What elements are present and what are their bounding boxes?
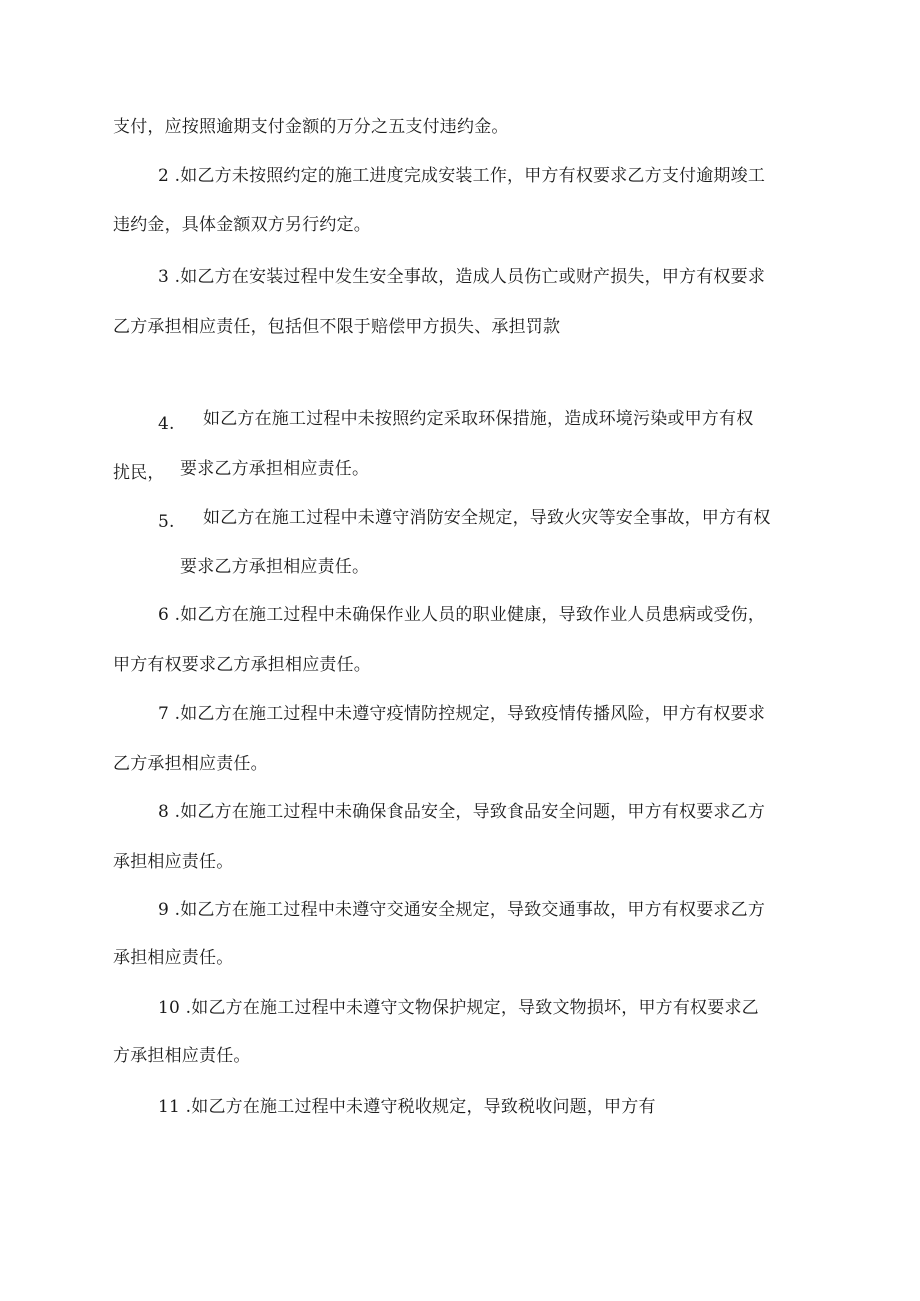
clause-5-line: 如乙方在施工过程中未遵守消防安全规定，导致火灾等安全事故，甲方有权 — [203, 508, 771, 528]
text-line: 违约金，具体金额双方另行约定。 — [113, 215, 371, 235]
text-line: 要求乙方承担相应责任。 — [180, 557, 370, 577]
clause-6-line: 6 .如乙方在施工过程中未确保作业人员的职业健康，导致作业人员患病或受伤， — [158, 605, 766, 625]
clause-8-line: 8 .如乙方在施工过程中未确保食品安全，导致食品安全问题，甲方有权要求乙方 — [158, 802, 766, 822]
text-line: 承担相应责任。 — [113, 948, 234, 968]
clause-4-number: 4. — [158, 414, 175, 434]
text-line: 扰民， — [113, 463, 165, 483]
clause-9-line: 9 .如乙方在施工过程中未遵守交通安全规定，导致交通事故，甲方有权要求乙方 — [158, 900, 766, 920]
clause-2-line: 2 .如乙方未按照约定的施工进度完成安装工作，甲方有权要求乙方支付逾期竣工 — [158, 166, 766, 186]
clause-7-line: 7 .如乙方在施工过程中未遵守疫情防控规定，导致疫情传播风险，甲方有权要求 — [158, 704, 766, 724]
clause-11-line: 11 .如乙方在施工过程中未遵守税收规定，导致税收问题，甲方有 — [158, 1097, 656, 1117]
text-line: 承担相应责任。 — [113, 852, 234, 872]
text-line: 方承担相应责任。 — [113, 1046, 251, 1066]
text-line: 甲方有权要求乙方承担相应责任。 — [113, 655, 371, 675]
text-line: 支付，应按照逾期支付金额的万分之五支付违约金。 — [113, 117, 509, 137]
clause-10-line: 10 .如乙方在施工过程中未遵守文物保护规定，导致文物损坏，甲方有权要求乙 — [158, 998, 759, 1018]
clause-5-number: 5. — [158, 512, 175, 532]
text-line: 乙方承担相应责任，包括但不限于赔偿甲方损失、承担罚款 — [113, 317, 561, 337]
clause-3-line: 3 .如乙方在安装过程中发生安全事故，造成人员伤亡或财产损失，甲方有权要求 — [158, 267, 766, 287]
text-line: 要求乙方承担相应责任。 — [180, 459, 370, 479]
clause-4-line: 如乙方在施工过程中未按照约定采取环保措施，造成环境污染或甲方有权 — [203, 409, 754, 429]
text-line: 乙方承担相应责任。 — [113, 754, 268, 774]
